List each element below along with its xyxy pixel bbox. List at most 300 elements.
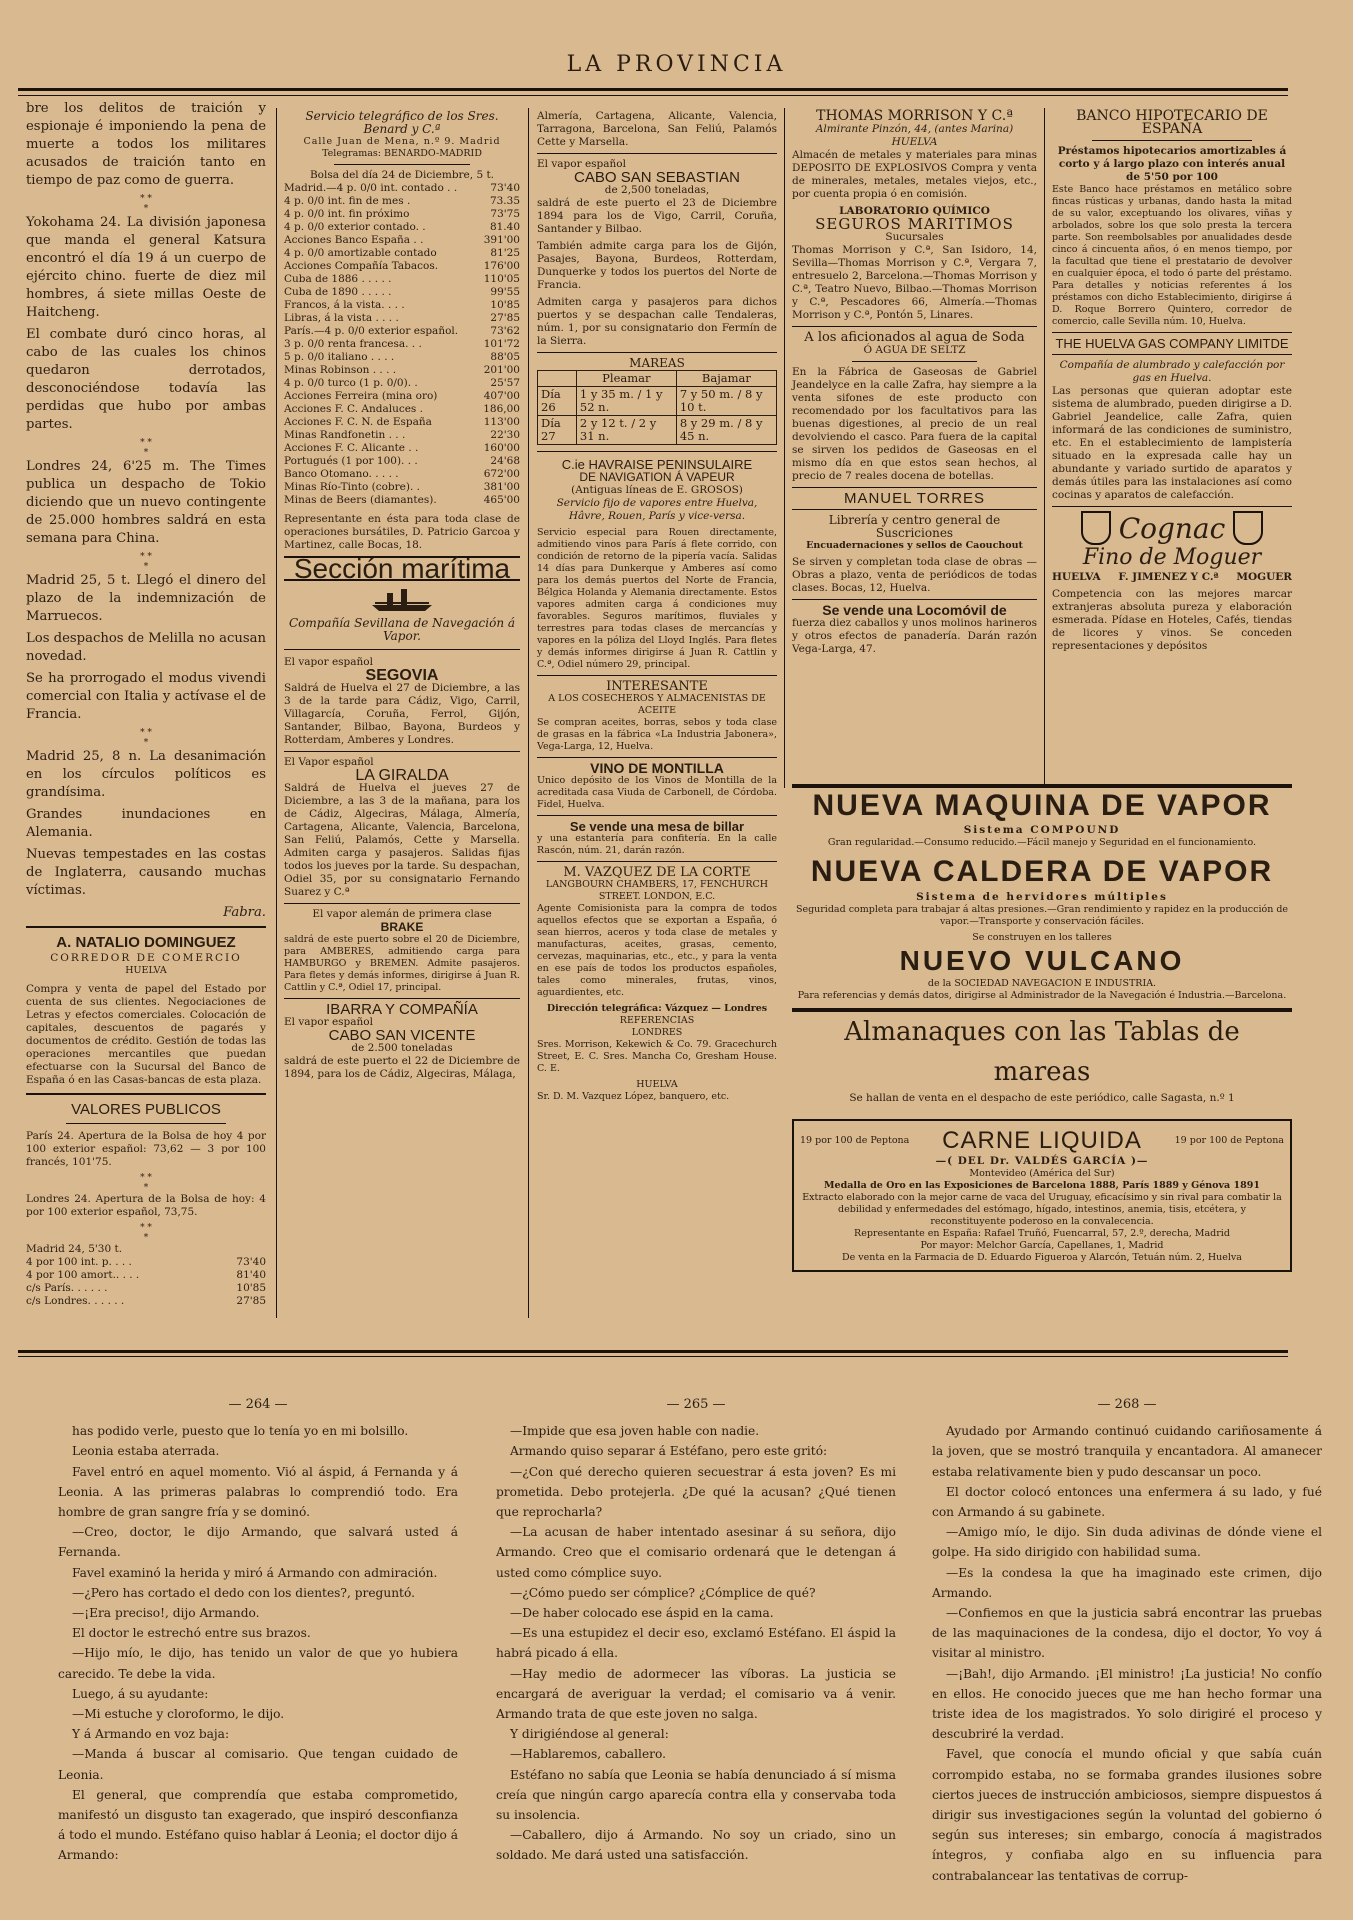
cognac-script: Cognac <box>1118 511 1226 545</box>
news-paragraph: Yokohama 24. La división japonesa que manda el general Katsura encontró el día 19 á un cuerpo de ejército chino. fuerte de diez mil hombres, á siete millas Oeste de Haitcheng. <box>26 215 266 320</box>
ship-intro: El vapor español <box>284 656 373 668</box>
ship-name: CABO SAN SEBASTIAN <box>574 169 740 186</box>
caldera-subtitle: Sistema de hervidores múltiples <box>916 891 1168 903</box>
row-value: 27'85 <box>490 312 520 324</box>
table-cell: 1 y 35 m. / 1 y 52 n. <box>576 387 676 416</box>
table-row <box>284 494 520 507</box>
serial-paragraph: —Impide que esa joven hable con nadie. <box>510 1424 760 1439</box>
row-label: Portugués (1 por 100). . . <box>284 455 418 467</box>
ship-name: BRAKE <box>380 920 424 934</box>
row-label: Cuba de 1890 . . . . . <box>284 286 392 298</box>
divider <box>537 861 777 862</box>
divider <box>537 675 777 676</box>
carne-medal: Medalla de Oro en las Exposiciones de Barcelona 1888, París 1889 y Génova 1891 <box>824 1180 1260 1191</box>
serial-paragraph: —¿Pero has cortado el dedo con los dientes?, preguntó. <box>72 1585 415 1600</box>
telegraph-column <box>284 110 520 1085</box>
separator-stars: * * * <box>140 1173 152 1193</box>
serial-paragraph: El general, que comprendía que estaba comprometido, manifestó un disgusto tan exagerado, que inspiró desconfianza á todo el mundo. Estéfano quiso hablar á Leonia; el doctor dijo á Armando: <box>58 1787 458 1863</box>
ship-name: CABO SAN VICENTE <box>328 1027 476 1044</box>
divider <box>1052 354 1292 355</box>
carne-mayor: Por mayor: Melchor García, Capellanes, 1, Madrid <box>920 1240 1164 1251</box>
representative: Representante en ésta para toda clase de operaciones bursátiles, D. Patricio Garcoa y Martinez, calle Bocas, 18. <box>284 513 520 551</box>
valores-madrid-head: Madrid 24, 5'30 t. <box>26 1243 123 1255</box>
divider <box>792 509 1037 510</box>
interesante-text: Se compran aceites, borras, sebos y toda clase de grasas en la fábrica «La Industria Jabonera», Vega-Larga, 12, Huelva. <box>537 717 777 752</box>
serial-paragraph: Favel, que conocía el mundo oficial y que sabía cuán corrompido estaba, no se formaba grandes ilusiones sobre ciertos jueces de instrucción ambiciosos, siempre dispuestos á dirigir sus investigaciones según la voluntad del gobierno ó según sus intereses; sin embargo, conocía á magistrados íntegros, y confiaba algo en su influencia para contrabalancear las tentativas de corrup- <box>932 1747 1322 1883</box>
ad-title: CORREDOR DE COMERCIO <box>50 952 242 964</box>
caldera-title: NUEVA CALDERA DE VAPOR <box>810 855 1274 888</box>
row-value: 10'85 <box>236 1282 266 1294</box>
divider <box>537 352 777 353</box>
table-row <box>284 260 520 273</box>
row-value: 25'57 <box>490 377 520 389</box>
caldera-text: Seguridad completa para trabajar á altas presiones.—Gran rendimiento y rapidez en la producción de vapor.—Transporte y conservación fáciles. <box>795 904 1289 927</box>
valores-londres: Londres 24. Apertura de la Bolsa de hoy: 4 por 100 exterior español, 73,75. <box>26 1193 266 1218</box>
table-row <box>284 286 520 299</box>
carne-text: Extracto elaborado con la mejor carne de vaca del Uruguay, eficacísimo y sin rival para combatir la debilidad y enfermedades del estómago, hígado, intestinos, anemia, tisis, etcétera, y reconstituyente poderoso en la convalecencia. <box>802 1192 1282 1227</box>
row-label: c/s Londres. . . . . . <box>26 1295 125 1307</box>
banco-text: Este Banco hace préstamos en metálico sobre fincas rústicas y urbanas, dando hasta la mitad de su valor, exceptuando los olivares, viñas y arbolados, sobre los que solo presta la tercera parte. Son reembolsables por anualidades desde cinco á cincuenta años, ó en menos tiempo, por la facultad que tiene el prestatario de devolver en cualquier época, el todo ó parte del préstamo. Para detalles y noticias referentes á los préstamos con dicho Establecimiento, dirigirse á D. Roque Borrero Quintero, corredor de comercio, calle Sevilla núm. 10, Huelva. <box>1052 184 1292 327</box>
serial-paragraph: —Caballero, dijo á Armando. No soy un criado, sino un soldado. Me dará usted una satisfacción. <box>496 1828 896 1863</box>
cognac-footer <box>1052 571 1292 584</box>
divider <box>284 903 520 904</box>
vulcano-title: NUEVO VULCANO <box>899 945 1185 976</box>
row-value: 22'30 <box>490 429 520 441</box>
valores-title: VALORES PUBLICOS <box>71 1101 221 1118</box>
table-header-cell: Bajamar <box>676 371 776 387</box>
carne-title: CARNE LIQUIDA <box>942 1127 1142 1154</box>
row-label: Minas Randfonetin . . . <box>284 429 406 441</box>
row-value: 10'85 <box>490 299 520 311</box>
valores-madrid-rows <box>26 1256 266 1308</box>
ship-intro: El Vapor español <box>284 756 374 768</box>
row-label: 5 p. 0/0 italiano . . . . <box>284 351 395 363</box>
column-divider <box>276 108 277 1318</box>
row-value: 27'85 <box>236 1295 266 1307</box>
serial-page-number: — 264 — <box>228 1397 288 1412</box>
serial-paragraph: —De haber colocado ese áspid en la cama. <box>510 1606 774 1621</box>
vino-title: VINO DE MONTILLA <box>590 760 724 776</box>
ship-icon <box>284 585 520 617</box>
serial-paragraph: has podido verle, puesto que lo tenía yo en mi bolsillo. <box>72 1424 409 1439</box>
havraise-subtitle: DE NAVIGATION Á VAPEUR <box>579 470 735 484</box>
serial-paragraph: —Mi estuche y cloroformo, le dijo. <box>72 1707 285 1722</box>
separator-stars: * * * <box>140 438 152 458</box>
news-column <box>26 100 266 1308</box>
vulcano-subtitle: de la SOCIEDAD NAVEGACION E INDUSTRIA. <box>927 978 1157 989</box>
table-cell: Día 26 <box>538 387 577 416</box>
row-value: 160'00 <box>483 442 520 454</box>
serial-paragraph: Luego, á su ayudante: <box>72 1686 209 1701</box>
ad-city: HUELVA <box>125 965 167 976</box>
news-paragraph: bre los delitos de traición y espionaje é imponiendo la pena de muerte a todos los militares acusados de traición tanto en tiempo de paz como de guerra. <box>26 101 266 188</box>
row-label: 4 por 100 amort.. . . . <box>26 1269 140 1281</box>
table-row <box>284 455 520 468</box>
divider <box>1052 506 1292 507</box>
serial-paragraph: —¡Bah!, dijo Armando. ¡El ministro! ¡La justicia! No confío en ellos. He conocido jueces que me han hecho formar una triste idea de los magistrados. Yo solo dirigiré el proceso y descubriré la verdad. <box>932 1666 1322 1742</box>
divider <box>792 326 1037 327</box>
news-paragraph: Londres 24, 6'25 m. The Times publica un despacho de Tokio diciendo que un nuevo contingente de 25.000 hombres saldrá en esta semana para China. <box>26 459 266 546</box>
carne-ad <box>792 1119 1292 1272</box>
maquina-text: Gran regularidad.—Consumo reducido.—Fácil manejo y Seguridad en el funcionamiento. <box>827 837 1257 848</box>
row-value: 73'75 <box>490 208 520 220</box>
divider <box>537 757 777 758</box>
divider <box>284 998 520 999</box>
separator-stars: * * * <box>140 728 152 748</box>
table-cell: 8 y 29 m. / 8 y 45 n. <box>676 416 776 445</box>
news-paragraph: Los despachos de Melilla no acusan novedad. <box>26 631 266 664</box>
column-divider <box>784 108 785 788</box>
serial-paragraph: —La acusan de haber intentado asesinar á su señora, dijo Armando. Creo que el comisario ordenará que le detengan á usted como cómplice suyo. <box>496 1525 896 1580</box>
row-value: 101'72 <box>483 338 520 350</box>
sucursales: Sucursales <box>885 231 944 243</box>
serial-paragraph: —Hijo mío, le dijo, has tenido un valor de que yo hubiera carecido. Te debe la vida. <box>58 1646 458 1681</box>
cognac-moguer: MOGUER <box>1236 571 1292 583</box>
vazquez-title: M. VAZQUEZ DE LA CORTE <box>563 865 751 880</box>
row-label: 3 p. 0/0 renta francesa. . . <box>284 338 422 350</box>
row-value: 99'55 <box>490 286 520 298</box>
torres-subtitle: Librería y centro general de Suscriciones <box>828 513 1001 540</box>
row-value: 381'00 <box>483 481 520 493</box>
row-value: 201'00 <box>483 364 520 376</box>
separator-stars: * * * <box>140 1223 152 1243</box>
ship-intro: El vapor español <box>537 158 626 170</box>
serial-paragraph: —¡Era preciso!, dijo Armando. <box>72 1606 260 1621</box>
serial-paragraph: —¿Cómo puedo ser cómplice? ¿Cómplice de qué? <box>510 1585 816 1600</box>
news-paragraph: El combate duró cinco horas, al cabo de las cuales los chinos quedaron derrotados, desconociéndose todavía las perdidas que hubo por ambas partes. <box>26 327 266 432</box>
vino-text: Unico depósito de los Vinos de Montilla de la acreditada casa Viuda de Carbonell, de Córdoba. Fidel, Huelva. <box>537 775 777 810</box>
talleres-text: Se construyen en los talleres <box>972 932 1112 943</box>
telegraph-address: Calle Juan de Mena, n.º 9. Madrid <box>303 136 501 147</box>
table-row <box>284 299 520 312</box>
divider <box>852 361 977 362</box>
shield-icon <box>1233 511 1263 545</box>
ship-name: LA GIRALDA <box>355 767 449 784</box>
row-value: 24'68 <box>490 455 520 467</box>
row-label: 4 p. 0/0 turco (1 p. 0/0). . <box>284 377 418 389</box>
ship-text: saldrá de este puerto el 22 de Diciembre de 1894, para los de Cádiz, Algeciras, Málaga, <box>284 1055 520 1080</box>
divider <box>284 751 520 752</box>
ship-tons: de 2,500 toneladas, <box>604 184 710 196</box>
row-label: Acciones Ferreira (mina oro) <box>284 390 438 402</box>
references-title: REFERENCIAS <box>619 1015 695 1026</box>
table-row <box>538 416 777 445</box>
ship-text: Admiten carga y pasajeros para dichos puertos y se despachan calle Tendaleras, núm. 1, por su consignatario don Fermín de la Sierra. <box>537 296 777 347</box>
table-row <box>284 377 520 390</box>
havraise-service: Servicio fijo de vapores entre Huelva, Hâvre, Rouen, París y vice-versa. <box>556 497 758 522</box>
row-label: c/s París. . . . . . <box>26 1282 108 1294</box>
telegraph-title: Servicio telegráfico de los Sres. Benard y C.ª <box>305 109 499 136</box>
cognac-huelva: HUELVA <box>1052 571 1101 583</box>
row-label: Libras, á la vista . . . . <box>284 312 399 324</box>
serial-paragraph: Estéfano no sabía que Leonia se había denunciado á sí misma creía que ningún cargo aparecía contra ella y conservaba toda su insolencia. <box>496 1767 896 1823</box>
locomovil-text: fuerza diez caballos y unos molinos harineros y otros efectos de panadería. Darán razón Vega-Larga, 47. <box>792 617 1037 655</box>
row-value: 81'25 <box>490 247 520 259</box>
banco-subtitle: Préstamos hipotecarios amortizables á corto y á largo plazo con interés anual de 5'50 por 100 <box>1057 145 1287 183</box>
table-row <box>284 442 520 455</box>
row-label: Francos, á la vista. . . . <box>284 299 405 311</box>
table-header <box>538 371 777 387</box>
billar-text: y una estantería para confitería. En la calle Rascón, núm. 21, darán razón. <box>537 833 777 856</box>
serial-column <box>58 1395 458 1866</box>
soda-title: A los aficionados al agua de Soda <box>804 330 1025 345</box>
table-row <box>284 468 520 481</box>
table-cell: 7 y 50 m. / 8 y 10 t. <box>676 387 776 416</box>
fino-script: Fino de Moguer <box>1082 545 1262 570</box>
row-value: 81.40 <box>489 221 520 233</box>
divider <box>1052 332 1292 333</box>
row-value: 73.35 <box>489 195 520 207</box>
ship-text: Saldrá de Huelva el 27 de Diciembre, a las 3 de la tarde para Cádiz, Vigo, Carril, Villagarcía, Coruña, Ferrol, Gijón, Santander, Bilbao, Bayona, Burdeos y Rotterdam, Amberes y Londres. <box>284 682 520 746</box>
serial-paragraph: —Es una estupidez el decir eso, exclamó Estéfano. El áspid la habrá picado á ella. <box>496 1626 896 1661</box>
row-value: 407'00 <box>483 390 520 402</box>
valores-paris: París 24. Apertura de la Bolsa de hoy 4 por 100 exterior español: 73,62 — 3 por 100 francés, 101'75. <box>26 1130 266 1168</box>
serial-paragraph: Ayudado por Armando continuó cuidando cariñosamente á la joven, que se mostró tranquila y encantadora. Al amanecer estaba relativamente bien y pudo descansar un poco. <box>932 1424 1322 1479</box>
ship-tons: de 2.500 toneladas <box>351 1042 453 1054</box>
row-label: Acciones F. C. Andaluces . <box>284 403 423 415</box>
masthead: LA PROVINCIA <box>566 52 787 77</box>
news-paragraph: Grandes inundaciones en Alemania. <box>26 807 266 840</box>
row-value: 113'00 <box>483 416 520 428</box>
row-label: Acciones F. C. Alicante . . <box>284 442 419 454</box>
table-row <box>284 416 520 429</box>
references-text: Sr. D. M. Vazquez López, banquero, etc. <box>537 1091 730 1102</box>
references-text: Sres. Morrison, Kekewich & Co. 79. Gracechurch Street, E. C. Sres. Mancha Co, Gresham House. C. E. <box>537 1039 777 1074</box>
column-divider <box>528 108 529 1318</box>
table-row <box>284 247 520 260</box>
ship-text: Saldrá de Huelva el jueves 27 de Diciembre, a las 3 de la mañana, para los de Cádiz, Algeciras, Málaga, Almería, Cartagena, Alicante, Valencia, Barcelona, San Feliú, Palamós, Cette y Marsella. Admiten carga y pasajeros. Salidas fijas todos los jueves por la tarde. Su despachan, Odiel 35, por su consignatario Fernando Suarez y C.ª <box>284 782 520 898</box>
gas-title: THE HUELVA GAS COMPANY LIMITDE <box>1055 336 1289 351</box>
soda-subtitle: Ó AGUA DE SELTZ <box>863 344 966 356</box>
row-label: Acciones F. C. N. de España <box>284 416 432 428</box>
section-maritima-title: Sección marítima <box>293 553 511 584</box>
serial-paragraph: Leonia estaba aterrada. <box>72 1444 220 1459</box>
banco-title: BANCO HIPOTECARIO DE ESPAÑA <box>1076 108 1268 137</box>
wide-ads <box>792 784 1292 1272</box>
ship-text: Almería, Cartagena, Alicante, Valencia, Tarragona, Barcelona, San Feliú, Palamós Cette y Marsella. <box>537 110 777 148</box>
serial-paragraph: El doctor colocó entonces una enfermera á su lado, y fué con Armando á su gabinete. <box>932 1484 1322 1520</box>
column-divider <box>1044 108 1045 788</box>
table-cell: 2 y 12 t. / 2 y 31 n. <box>576 416 676 445</box>
row-label: Minas de Beers (diamantes). <box>284 494 437 506</box>
torres-text: Se sirven y completan toda clase de obras —Obras a plazo, venta de periódicos de todas clases. Bocas, 12, Huelva. <box>792 556 1037 594</box>
serial-paragraph: —Creo, doctor, le dijo Armando, que salvará usted á Fernanda. <box>58 1525 458 1560</box>
row-value: 672'00 <box>483 468 520 480</box>
row-label: Minas Río-Tinto (cobre). . <box>284 481 420 493</box>
table-row <box>284 195 520 208</box>
serial-paragraph: Favel entró en aquel momento. Vió al áspid, á Fernanda y á Leonia. A las primeras palabras lo comprendió todo. Era hombre de gran sangre fría y se dominó. <box>58 1464 458 1520</box>
table-row <box>26 1256 266 1269</box>
table-row <box>284 364 520 377</box>
seguros: SEGUROS MARITIMOS <box>815 215 1014 233</box>
top-rule <box>18 88 1288 91</box>
shield-icon <box>1081 511 1111 545</box>
company-name: Compañía Sevillana de Navegación á Vapor. <box>288 616 516 643</box>
divider <box>1092 140 1252 141</box>
table-row <box>26 1269 266 1282</box>
morrison-text: Almacén de metales y materiales para minas DEPOSITO DE EXPLOSIVOS Compra y venta de minerales, metales, metales viejos, etc., por cuenta propia ó en comisión. <box>792 149 1037 200</box>
cognac-brand: F. JIMENEZ Y C.ª <box>1118 571 1219 583</box>
vazquez-telegraph: Dirección telegráfica: Vázquez — Londres <box>546 1003 768 1014</box>
serial-paragraph: —Hay medio de adormecer las víboras. La justicia se encargará de averiguar la verdad; el comisario va á venir. Armando trata de que este joven no salga. <box>496 1666 896 1722</box>
row-label: Acciones Compañía Tabacos. <box>284 260 439 272</box>
divider <box>537 153 777 154</box>
sucursales-text: Thomas Morrison y C.ª, San Isidoro, 14, Sevilla—Thomas Morrison y C.ª, Vergara 7, entresuelo 2, Barcelona.—Thomas Morrison y C.ª, Teatro Nuevo, Bilbao.—Thomas Morrison y C.ª, Pescadores 66, Almería.—Thomas Morrison y C.ª, Pontón 5, Linares. <box>792 244 1037 321</box>
divider <box>537 451 777 452</box>
signature: Fabra. <box>223 905 266 920</box>
row-label: 4 p. 0/0 amortizable contado <box>284 247 437 259</box>
telegraph-telegram: Telegramas: BENARDO-MADRID <box>322 148 482 159</box>
table-row <box>284 351 520 364</box>
ad-text: Compra y venta de papel del Estado por cuenta de sus clientes. Negociaciones de Letras y efectos comerciales. Colocación de capitales, descuentos de pagarés y documentos de crédito. Gestión de todas las operaciones mercantiles que puedan efectuarse con la Sucursal del Banco de España ó en las Casas-bancas de esta plaza. <box>26 983 266 1086</box>
news-paragraph: Se ha prorrogado el modus vivendi comercial con Italia y actívase el de Francia. <box>26 671 266 722</box>
row-value: 465'00 <box>483 494 520 506</box>
row-value: 176'00 <box>483 260 520 272</box>
row-value: 391'00 <box>483 234 520 246</box>
serial-text <box>496 1421 896 1865</box>
ship-text: También admite carga para los de Gijón, Pasajes, Bayona, Burdeos, Rotterdam, Dunquerke y todos los puertos del Norte de Francia. <box>537 240 777 291</box>
serial-text <box>58 1421 458 1865</box>
vulcano-text: Para referencias y demás datos, dirigirse al Administrador de la Navegación é Industria.—Barcelona. <box>797 990 1287 1001</box>
carne-rep: Representante en España: Rafael Truñó, Fuencarral, 57, 2.º, derecha, Madrid <box>854 1228 1230 1239</box>
table-row <box>284 234 520 247</box>
table-row <box>284 208 520 221</box>
ad-name: A. NATALIO DOMINGUEZ <box>56 934 236 951</box>
row-label: 4 p. 0/0 exterior contado. . <box>284 221 426 233</box>
table-row <box>284 338 520 351</box>
vazquez-address: LANGBOURN CHAMBERS, 17, FENCHURCH STREET. LONDON, E.C. <box>545 879 769 902</box>
row-label: París.—4 p. 0/0 exterior español. <box>284 325 459 337</box>
row-label: Acciones Banco España . . <box>284 234 424 246</box>
table-row <box>284 221 520 234</box>
serial-paragraph: El doctor le estrechó entre sus brazos. <box>72 1626 311 1641</box>
references-city: HUELVA <box>636 1079 678 1090</box>
mareas-table <box>537 370 777 445</box>
row-label: Minas Robinson . . . . <box>284 364 397 376</box>
ship-text: saldrá de este puerto el 23 de Diciembre 1894 para los de Vigo, Carril, Coruña, Santander y Bilbao. <box>537 197 777 235</box>
serial-column <box>496 1395 896 1866</box>
table-row <box>284 429 520 442</box>
table-row <box>284 481 520 494</box>
serial-paragraph: Favel examinó la herida y miró á Armando con admiración. <box>72 1565 438 1580</box>
morrison-title: THOMAS MORRISON Y C.ª <box>816 108 1013 124</box>
laboratorio: LABORATORIO QUÍMICO <box>839 205 990 217</box>
vazquez-text: Agente Comisionista para la compra de todos aquellos efectos que se exportan a España, ó sean hierros, aceros y toda clase de metales y manufacturas, aceites, grasas, cemento, cervezas, maquinarias, etc., etc., y para la venta en ese país de todos los productos españoles, tales como minerales, frutas, vinos, aguardientes, etc. <box>537 903 777 998</box>
row-label: 4 por 100 int. p. . . . <box>26 1256 132 1268</box>
serial-text <box>932 1421 1322 1886</box>
bottom-rule <box>18 1350 1288 1353</box>
divider <box>334 164 470 165</box>
maquina-subtitle: Sistema COMPOUND <box>963 824 1121 836</box>
ship-text: saldrá de este puerto sobre el 20 de Diciembre, para AMBERES, admitiendo carga para HAMBURGO y BREMEN. Admite pasajeros. Para fletes y demás informes, dirigirse á Juan R. Cattlin y C.ª, Odiel 17, principal. <box>284 934 520 993</box>
divider <box>792 487 1037 488</box>
news-paragraph: Madrid 25, 8 n. La desanimación en los círculos políticos es grandísima. <box>26 749 266 800</box>
separator-stars: * * * <box>140 552 152 572</box>
serial-paragraph: —Hablaremos, caballero. <box>510 1747 666 1762</box>
table-row <box>26 1295 266 1308</box>
shipping-column <box>537 110 777 1107</box>
serial-paragraph: Armando quiso separar á Estéfano, pero este gritó: <box>510 1444 828 1459</box>
divider <box>537 815 777 816</box>
carne-peptona-left: 19 por 100 de Peptona <box>800 1135 910 1146</box>
cognac-logo <box>1052 511 1292 545</box>
row-value: 73'40 <box>490 182 520 194</box>
row-value: 73'62 <box>490 325 520 337</box>
table-row <box>26 1282 266 1295</box>
table-cell: Día 27 <box>538 416 577 445</box>
table-header-cell: Pleamar <box>576 371 676 387</box>
carne-city: Montevideo (América del Sur) <box>969 1168 1115 1179</box>
almanaques-title: Almanaques con las Tablas de mareas <box>844 1017 1240 1087</box>
row-label: 4 p. 0/0 int. fin de mes . <box>284 195 411 207</box>
soda-text: En la Fábrica de Gaseosas de Gabriel Jeandelyce en la calle Zafra, hay siempre a la venta sifones de este producto con recomendado por los facultativos para las buenas digestiones, al precio de un real devolviendo el casco. Para fuera de la capital se sirven los pedidos de Gaseosas en el mismo día en que estos sean hechos, al precio de 7 reales docena de botellas. <box>792 366 1037 482</box>
top-rule-thin <box>18 95 1288 96</box>
bolsa-rows <box>284 182 520 507</box>
torres-title: MANUEL TORRES <box>843 490 986 507</box>
carne-venta: De venta en la Farmacia de D. Eduardo Figueroa y Alarcón, Tetuán núm. 2, Huelva <box>842 1252 1242 1263</box>
ads-column <box>792 110 1037 660</box>
locomovil-title: Se vende una Locomóvil de <box>822 602 1007 618</box>
row-value: 81'40 <box>236 1269 266 1281</box>
ship-intro: El vapor alemán de primera clase <box>312 908 492 920</box>
news-paragraph: Nuevas tempestades en las costas de Inglaterra, causando muchas víctimas. <box>26 847 266 898</box>
row-value: 88'05 <box>490 351 520 363</box>
havraise-lines: (Antiguas líneas de E. GROSOS) <box>571 484 743 496</box>
serial-paragraph: —¿Con qué derecho quieren secuestrar á esta joven? Es mi prometida. Debo protejerla. ¿De qué la acusan? ¿Qué tienen que reprocharla? <box>496 1464 896 1520</box>
ibarra-title: IBARRA Y COMPAÑÍA <box>326 1001 478 1018</box>
serial-page-number: — 268 — <box>1097 1397 1157 1412</box>
ship-intro: El vapor español <box>284 1016 373 1028</box>
divider <box>66 1123 226 1124</box>
row-label: 4 p. 0/0 int. fin próximo <box>284 208 410 220</box>
serial-column <box>932 1395 1322 1886</box>
ads-column <box>1052 110 1292 657</box>
mareas-title: MAREAS <box>629 356 685 370</box>
row-value: 186,00 <box>483 403 520 415</box>
gas-subtitle: Compañía de alumbrado y calefacción por gas en Huelva. <box>1059 359 1285 384</box>
table-row <box>284 325 520 338</box>
serial-paragraph: —Manda á buscar al comisario. Que tengan cuidado de Leonia. <box>58 1747 458 1782</box>
table-row <box>284 312 520 325</box>
interesante-subtitle: A LOS COSECHEROS Y ALMACENISTAS DE ACEITE <box>548 693 766 716</box>
row-label: Madrid.—4 p. 0/0 int. contado . . <box>284 182 458 194</box>
table-row <box>284 273 520 286</box>
havraise-text: Servicio especial para Rouen directamente, admitiendo vinos para París á flete corrido, con condición de retorno de la pipería vacía. Salidas 14 días para Dunkerque y Amberes así como para los demás puertos del Norte de Francia, Bélgica Holanda y Alemania directamente. Estos vapores admiten carga á condiciones muy favorables. Seguros marítimos, fluviales y terrestres para todas clases de mercancías y vapores en la póliza del Lloyd Inglés. Para fletes y demás informes dirigirse á Juan R. Cattlin y C.ª, Odiel número 29, principal. <box>537 527 777 670</box>
havraise-title: C.ie HAVRAISE PENINSULAIRE <box>561 457 753 472</box>
news-paragraph: Madrid 25, 5 t. Llegó el dinero del plazo de la indemnización de Marruecos. <box>26 573 266 624</box>
serial-page-number: — 265 — <box>666 1397 726 1412</box>
separator-stars: * * * <box>140 194 152 214</box>
divider <box>284 649 520 650</box>
gas-text: Las personas que quieran adoptar este sistema de alumbrado, pueden dirigirse a D. Gabriel Jeandelice, calle Zafra, quien informará de las condiciones de suministro, etc. En el establecimiento de lampistería situado en la expresada calle hay un abundante y variado surtido de aparatos y demás útiles para las instalaciones así como cocinas y aparatos de calefacción. <box>1052 385 1292 501</box>
serial-paragraph: —Amigo mío, le dijo. Sin duda adivinas de dónde viene el golpe. Ha sido dirigido con habilidad suma. <box>932 1525 1322 1560</box>
carne-header <box>800 1127 1284 1155</box>
divider <box>26 1093 266 1095</box>
ship-name: SEGOVIA <box>365 667 439 684</box>
row-value: 73'40 <box>236 1256 266 1268</box>
divider <box>26 926 266 928</box>
table-header-cell <box>538 371 577 387</box>
divider <box>792 599 1037 600</box>
maquina-title: NUEVA MAQUINA DE VAPOR <box>812 789 1272 822</box>
table-row <box>284 390 520 403</box>
cognac-text: Competencia con las mejores marcar extranjeras absoluta pureza y elaboración esmerada. Pídase en Hoteles, Cafés, tiendas de licores y vinos. Se conceden representaciones y depósitos <box>1052 588 1292 652</box>
table-row <box>284 182 520 195</box>
table-row <box>284 403 520 416</box>
row-label: Banco Otomano. . . . . <box>284 468 399 480</box>
row-label: Cuba de 1886 . . . . . <box>284 273 392 285</box>
table-row <box>538 387 777 416</box>
